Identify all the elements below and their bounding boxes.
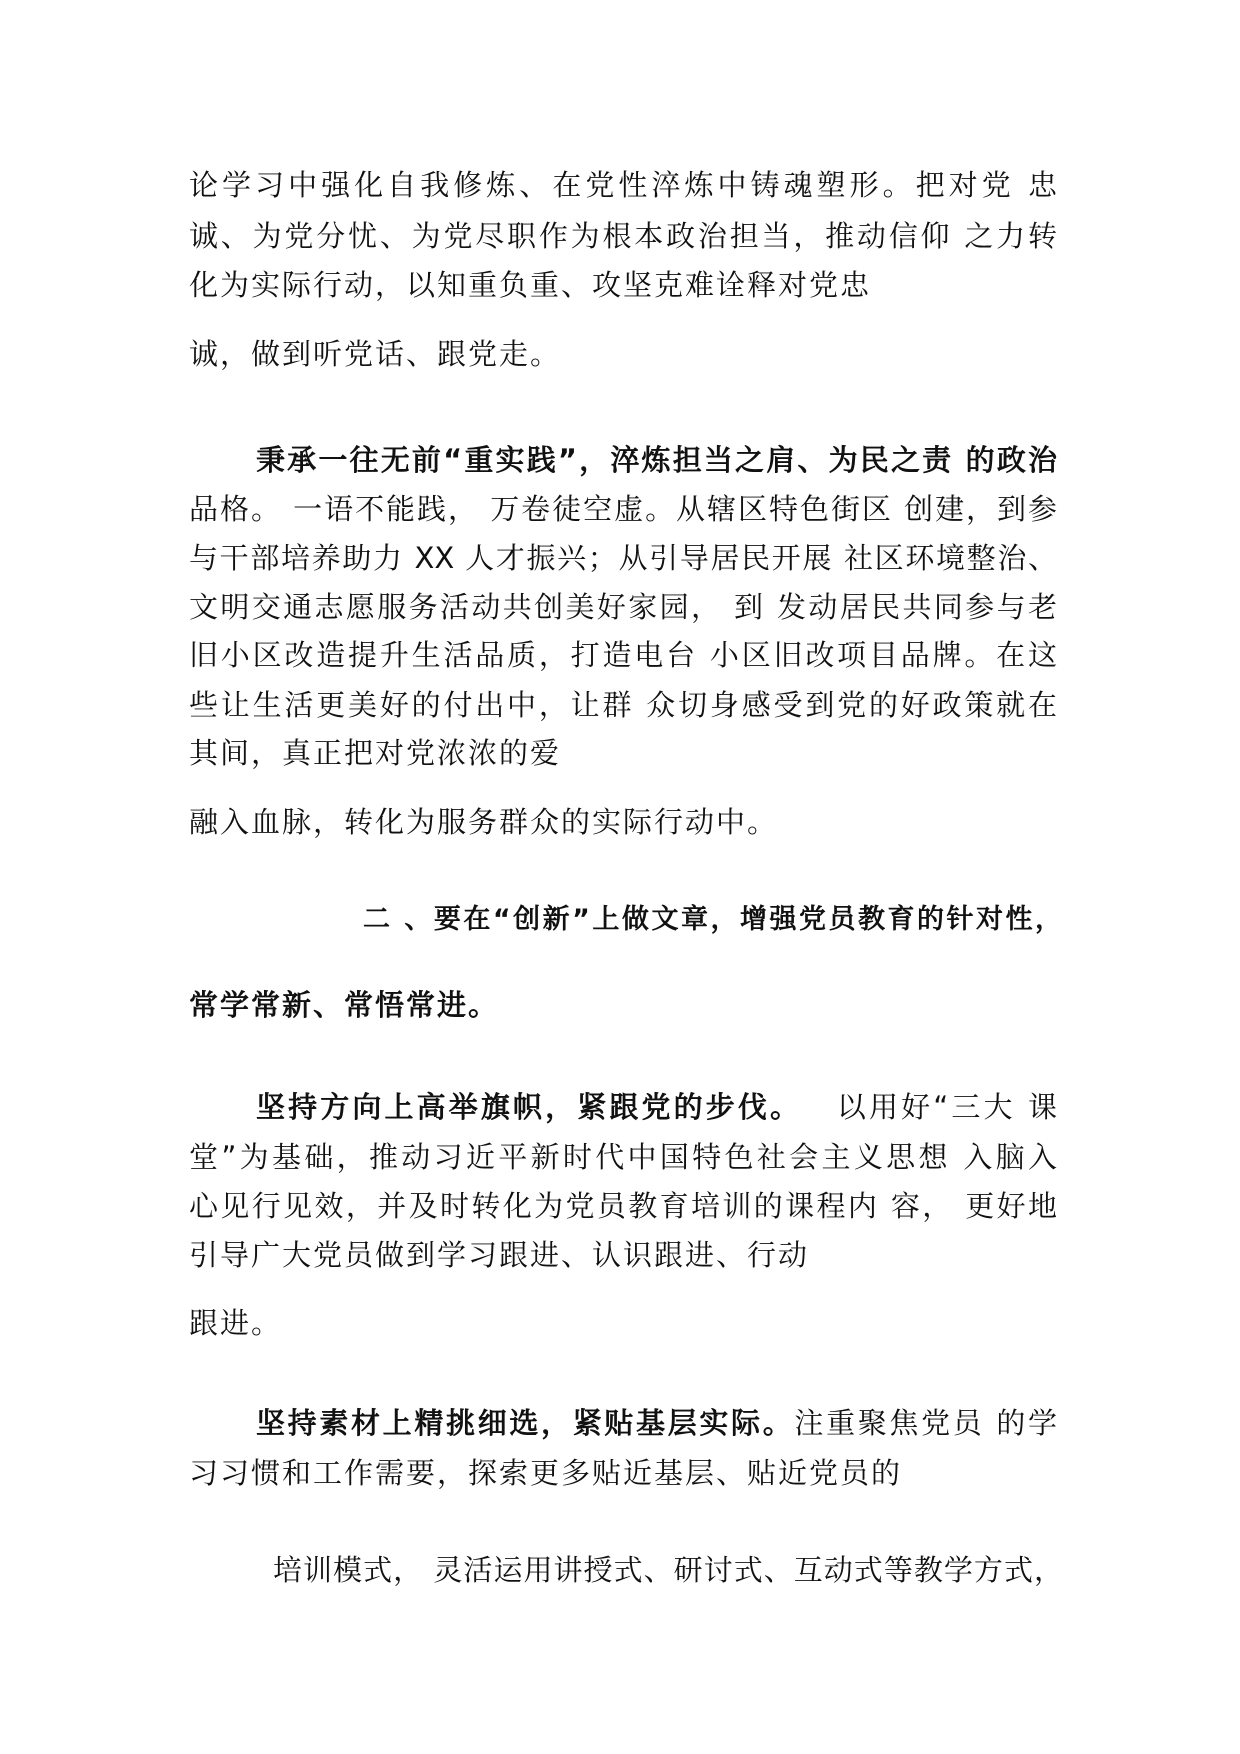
text-line: 心见行见效，并及时转化为党员教育培训的课程内 容， 更好地 bbox=[189, 1189, 1057, 1223]
text-line: 堂”为基础，推动习近平新时代中国特色社会主义思想 入脑入 bbox=[189, 1140, 1057, 1174]
text-line: 习习惯和工作需要，探索更多贴近基层、贴近党员的 bbox=[189, 1456, 903, 1490]
paragraph-lead: 秉承一往无前“重实践”，淬炼担当之肩、为民之责 的政治 bbox=[256, 443, 1057, 477]
text-line: 旧小区改造提升生活品质，打造电台 小区旧改项目品牌。在这 bbox=[189, 638, 1057, 672]
text-line: 些让生活更美好的付出中，让群 众切身感受到党的好政策就在 bbox=[189, 688, 1057, 722]
section-heading: 二 、要在“创新”上做文章，增强党员教育的针对性， bbox=[363, 904, 1062, 935]
text-line: 其间，真正把对党浓浓的爱 bbox=[189, 736, 562, 770]
text-line: 化为实际行动，以知重负重、攻坚克难诠释对党忠 bbox=[189, 268, 872, 302]
text-line: 诚，做到听党话、跟党走。 bbox=[189, 337, 562, 371]
text-segment: 以用好“三大 课 bbox=[836, 1090, 1057, 1124]
text-segment: 注重聚焦党员 的学 bbox=[794, 1406, 1057, 1440]
text-line bbox=[256, 1087, 1057, 1127]
text-line: 引导广大党员做到学习跟进、认识跟进、行动 bbox=[189, 1238, 810, 1272]
text-line: 跟进。 bbox=[189, 1306, 283, 1340]
text-line: 论学习中强化自我修炼、在党性淬炼中铸魂塑形。把对党 忠 bbox=[189, 168, 1057, 202]
text-line: 诚、为党分忧、为党尽职作为根本政治担当，推动信仰 之力转 bbox=[189, 219, 1057, 253]
text-line: 培训模式， 灵活运用讲授式、研讨式、互动式等教学方式， bbox=[273, 1553, 1063, 1587]
paragraph-lead: 坚持方向上高举旗帜，紧跟党的步伐。 bbox=[256, 1090, 803, 1124]
paragraph-lead: 坚持素材上精挑细选，紧贴基层实际。 bbox=[256, 1406, 795, 1440]
text-line: 融入血脉，转化为服务群众的实际行动中。 bbox=[189, 805, 779, 839]
section-heading: 常学常新、常悟常进。 bbox=[189, 988, 500, 1022]
text-line: 文明交通志愿服务活动共创美好家园， 到 发动居民共同参与老 bbox=[189, 590, 1057, 624]
text-line: 与干部培养助力 XX 人才振兴；从引导居民开展 社区环境整治、 bbox=[189, 541, 1057, 575]
text-line: 品格。 一语不能践， 万卷徒空虚。从辖区特色街区 创建，到参 bbox=[189, 492, 1057, 526]
text-line bbox=[256, 1403, 1057, 1443]
